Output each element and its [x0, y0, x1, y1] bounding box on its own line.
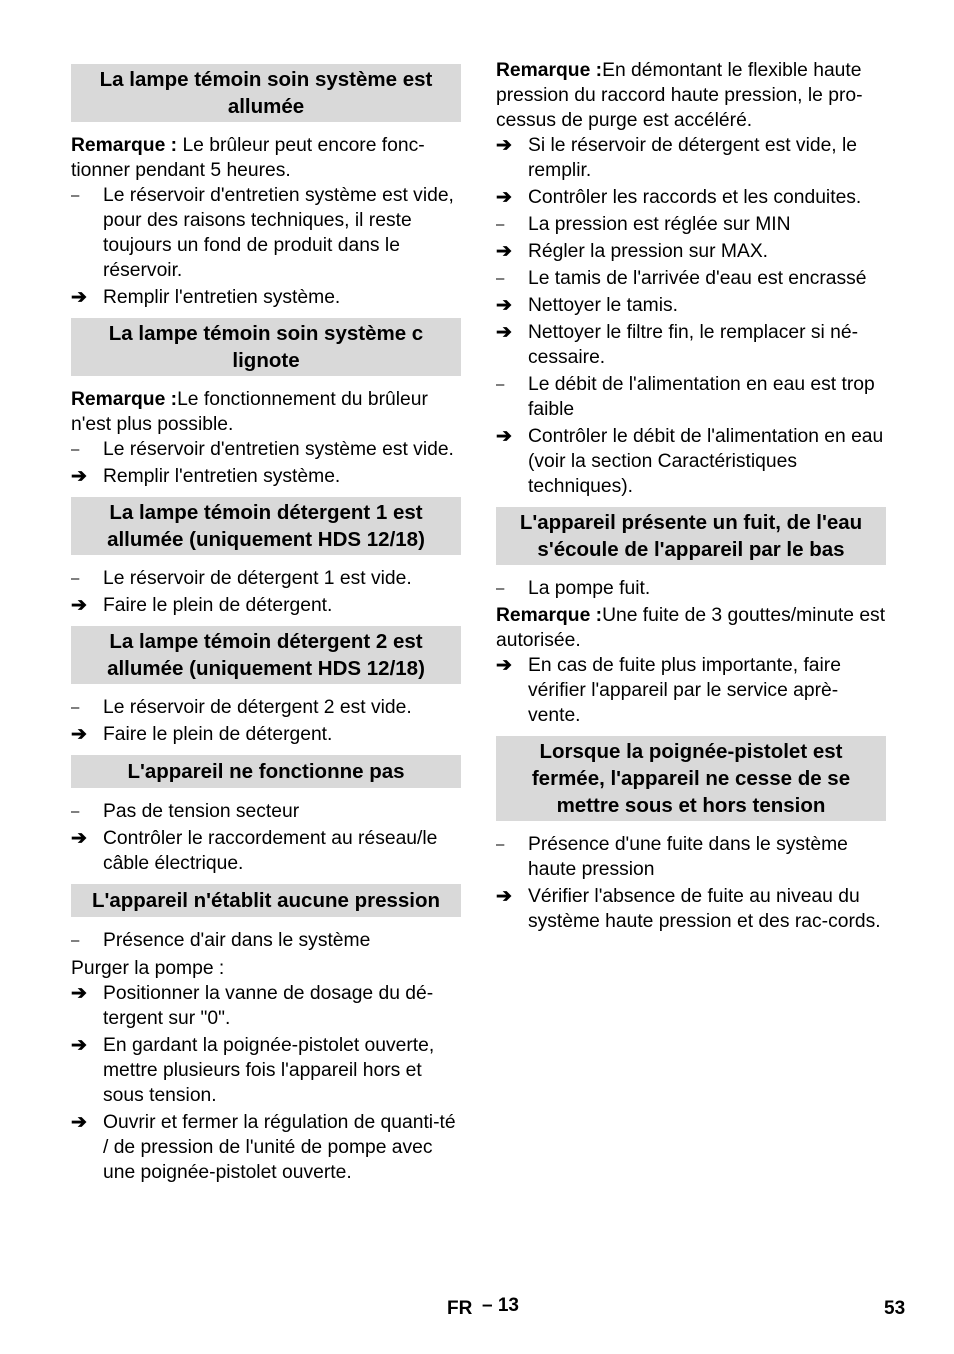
item-text: Remplir l'entretien système. [103, 466, 341, 487]
note-text: Une fuite de 3 gouttes/minute est autorisée. [496, 605, 886, 651]
section-heading: La lampe témoin détergent 2 est allumée (uniquement HDS 12/18) [71, 626, 461, 684]
remedy-item [71, 981, 461, 1031]
arrow-icon: ➔ [71, 724, 87, 745]
cause-item [71, 566, 461, 591]
item-text: Le débit de l'alimentation en eau est trop faible [528, 374, 875, 420]
arrow-icon: ➔ [496, 655, 512, 676]
cause-item [71, 183, 461, 283]
remedy-item [71, 285, 461, 310]
arrow-icon: ➔ [496, 295, 512, 316]
note-label: Remarque : [496, 605, 603, 626]
item-text: La pression est réglée sur MIN [528, 214, 791, 235]
arrow-icon: ➔ [496, 241, 512, 262]
arrow-icon: ➔ [71, 287, 87, 308]
note-text: En démontant le flexible haute pression du raccord haute pression, le pro-cessus de purge est accéléré. [496, 60, 863, 131]
dash-marker: – [496, 836, 505, 853]
remedy-item [496, 293, 886, 318]
arrow-icon: ➔ [496, 322, 512, 343]
cause-item [496, 266, 886, 291]
note-label: Remarque : [496, 60, 603, 81]
item-text: Contrôler le raccordement au réseau/le câble électrique. [103, 828, 438, 874]
dash-marker: – [496, 216, 505, 233]
dash-marker: – [496, 580, 505, 597]
footer-section-page: – 13 [482, 1295, 519, 1316]
arrow-icon: ➔ [71, 1035, 87, 1056]
note-paragraph [71, 387, 461, 437]
item-text: Faire le plein de détergent. [103, 724, 333, 745]
item-text: En gardant la poignée-pistolet ouverte, mettre plusieurs fois l'appareil hors et sous tension. [103, 1035, 435, 1106]
dash-marker: – [496, 376, 505, 393]
dash-marker: – [496, 270, 505, 287]
item-text: Remplir l'entretien système. [103, 287, 341, 308]
arrow-icon: ➔ [496, 135, 512, 156]
remedy-item [496, 424, 886, 499]
arrow-icon: ➔ [71, 466, 87, 487]
section-heading: La lampe témoin détergent 1 est allumée (uniquement HDS 12/18) [71, 497, 461, 555]
note-paragraph [496, 58, 886, 133]
item-text: Présence d'une fuite dans le système haute pression [528, 834, 848, 880]
cause-item [496, 576, 886, 601]
dash-marker: – [71, 570, 80, 587]
plain-paragraph: Purger la pompe : [71, 958, 225, 979]
item-text: Le réservoir de détergent 1 est vide. [103, 568, 412, 589]
remedy-item [496, 239, 886, 264]
cause-item [71, 928, 461, 953]
section-heading: L'appareil présente un fuit, de l'eau s'écoule de l'appareil par le bas [496, 507, 886, 565]
remedy-item [496, 884, 886, 934]
note-text: Le fonctionnement du brûleur n'est plus possible. [71, 389, 428, 435]
item-text: Vérifier l'absence de fuite au niveau du système haute pression et des rac-cords. [528, 886, 881, 932]
dash-marker: – [71, 803, 80, 820]
note-paragraph [71, 133, 461, 183]
arrow-icon: ➔ [496, 886, 512, 907]
item-text: Nettoyer le filtre fin, le remplacer si né-cessaire. [528, 322, 859, 368]
remedy-item [496, 320, 886, 370]
cause-item [71, 437, 461, 462]
item-text: Contrôler les raccords et les conduites. [528, 187, 862, 208]
section-heading: Lorsque la poignée-pistolet est fermée, l'appareil ne cesse de se mettre sous et hors tension [496, 736, 886, 821]
item-text: Pas de tension secteur [103, 801, 300, 822]
arrow-icon: ➔ [71, 828, 87, 849]
remedy-item [71, 722, 461, 747]
page-number: 53 [884, 1298, 906, 1319]
item-text: Si le réservoir de détergent est vide, le remplir. [528, 135, 858, 181]
item-text: Positionner la vanne de dosage du dé-tergent sur "0". [103, 983, 434, 1029]
right-column [496, 56, 886, 936]
cause-item [71, 695, 461, 720]
dash-marker: – [71, 932, 80, 949]
remedy-item [496, 653, 886, 728]
item-text: Nettoyer le tamis. [528, 295, 679, 316]
dash-marker: – [71, 441, 80, 458]
left-column [71, 56, 461, 1187]
item-text: Présence d'air dans le système [103, 930, 371, 951]
remedy-item [71, 1033, 461, 1108]
item-text: La pompe fuit. [528, 578, 651, 599]
arrow-icon: ➔ [496, 426, 512, 447]
item-text: Régler la pression sur MAX. [528, 241, 769, 262]
arrow-icon: ➔ [71, 1112, 87, 1133]
cause-item [496, 832, 886, 882]
remedy-item [71, 593, 461, 618]
item-text: Faire le plein de détergent. [103, 595, 333, 616]
remedy-item [71, 1110, 461, 1185]
section-heading: La lampe témoin soin système c lignote [71, 318, 461, 376]
item-text: Le réservoir d'entretien système est vide. [103, 439, 454, 460]
section-heading: La lampe témoin soin système est allumée [71, 64, 461, 122]
section-heading: L'appareil n'établit aucune pression [71, 884, 461, 917]
item-text: Contrôler le débit de l'alimentation en eau (voir la section Caractéristiques techniques). [528, 426, 884, 497]
arrow-icon: ➔ [71, 983, 87, 1004]
arrow-icon: ➔ [496, 187, 512, 208]
footer-language: FR [447, 1298, 473, 1319]
arrow-icon: ➔ [71, 595, 87, 616]
remedy-item [71, 464, 461, 489]
note-paragraph [496, 603, 886, 653]
cause-item [496, 212, 886, 237]
cause-item [71, 799, 461, 824]
remedy-item [496, 185, 886, 210]
cause-item [496, 372, 886, 422]
item-text: Le tamis de l'arrivée d'eau est encrassé [528, 268, 867, 289]
section-heading: L'appareil ne fonctionne pas [71, 755, 461, 788]
dash-marker: – [71, 699, 80, 716]
note-text: Le brûleur peut encore fonc-tionner pendant 5 heures. [71, 135, 425, 181]
item-text: Le réservoir d'entretien système est vide, pour des raisons techniques, il reste toujours un fond de produit dans le réservoir. [103, 185, 454, 281]
item-text: Ouvrir et fermer la régulation de quanti-té / de pression de l'unité de pompe avec une poignée-pistolet ouverte. [103, 1112, 456, 1183]
note-label: Remarque : [71, 135, 183, 156]
note-label: Remarque : [71, 389, 178, 410]
item-text: En cas de fuite plus importante, faire vérifier l'appareil par le service aprè-vente. [528, 655, 841, 726]
dash-marker: – [71, 187, 80, 204]
item-text: Le réservoir de détergent 2 est vide. [103, 697, 412, 718]
remedy-item [71, 826, 461, 876]
remedy-item [496, 133, 886, 183]
